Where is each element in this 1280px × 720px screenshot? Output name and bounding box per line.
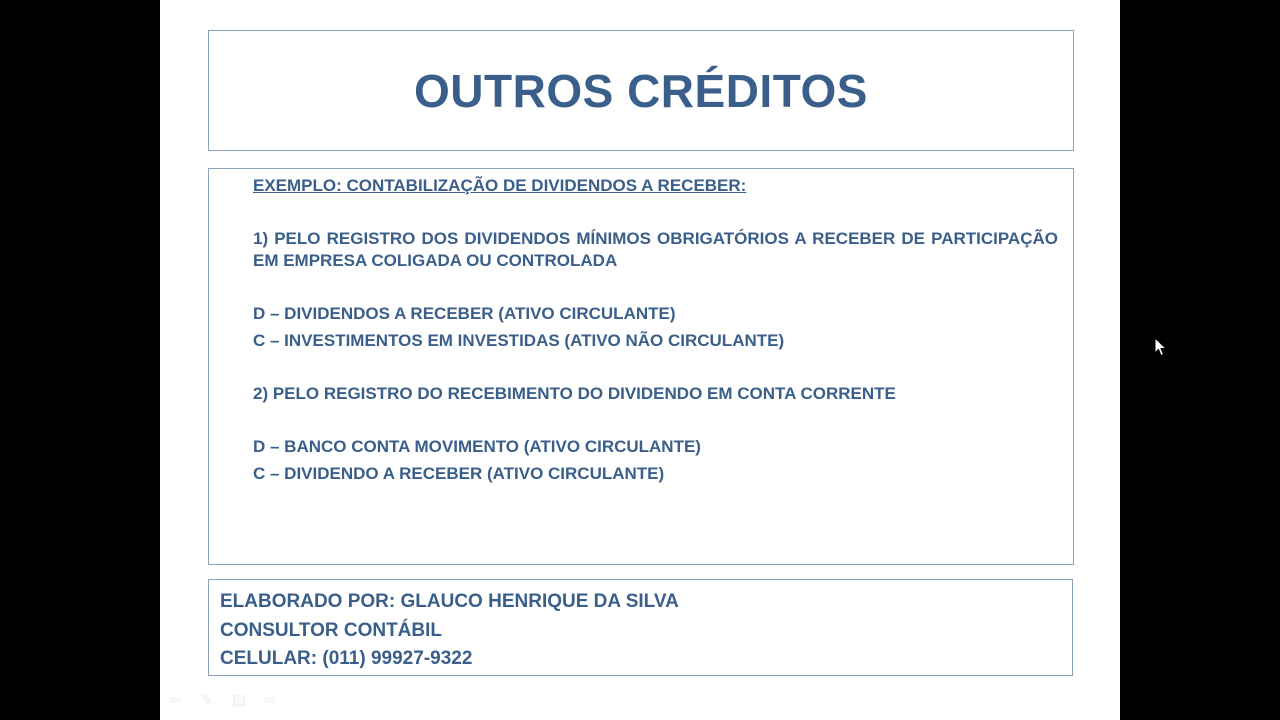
title-box: [208, 30, 1074, 151]
item-2-text: 2) PELO REGISTRO DO RECEBIMENTO DO DIVIDENDO EM CONTA CORRENTE: [253, 384, 896, 403]
slideshow-controls: [164, 690, 282, 710]
entry-1-credit: C – INVESTIMENTOS EM INVESTIDAS (ATIVO NÃO CIRCULANTE): [253, 331, 785, 350]
entry-2-debit: D – BANCO CONTA MOVIMENTO (ATIVO CIRCULANTE): [253, 437, 701, 456]
slide: [160, 0, 1120, 720]
phone-line: CELULAR: (011) 99927-9322: [220, 648, 473, 669]
mouse-cursor-icon: [1154, 337, 1168, 357]
slide-title: OUTROS CRÉDITOS: [414, 65, 868, 117]
role-line: CONSULTOR CONTÁBIL: [220, 619, 443, 641]
example-heading: EXEMPLO: CONTABILIZAÇÃO DE DIVIDENDOS A RECEBER:: [253, 176, 747, 195]
next-icon[interactable]: ⇨: [264, 691, 278, 709]
previous-icon[interactable]: ⇦: [168, 691, 182, 709]
content-box: [208, 168, 1074, 565]
footer-text: [220, 588, 679, 674]
item-1-text: 1) PELO REGISTRO DOS DIVIDENDOS MÍNIMOS OBRIGATÓRIOS A RECEBER DE PARTICIPAÇÃO EM EMPRESA COLIGADA OU CONTROLADA: [253, 229, 1058, 270]
pen-icon[interactable]: ✎: [200, 691, 214, 709]
author-line: ELABORADO POR: GLAUCO HENRIQUE DA SILVA: [220, 591, 679, 612]
entry-1-debit: D – DIVIDENDOS A RECEBER (ATIVO CIRCULANTE): [253, 304, 676, 323]
menu-icon[interactable]: ▤: [231, 691, 247, 709]
entry-2-credit: C – DIVIDENDO A RECEBER (ATIVO CIRCULANTE): [253, 464, 665, 483]
content-body: [253, 175, 1058, 485]
footer-box: [208, 579, 1073, 676]
